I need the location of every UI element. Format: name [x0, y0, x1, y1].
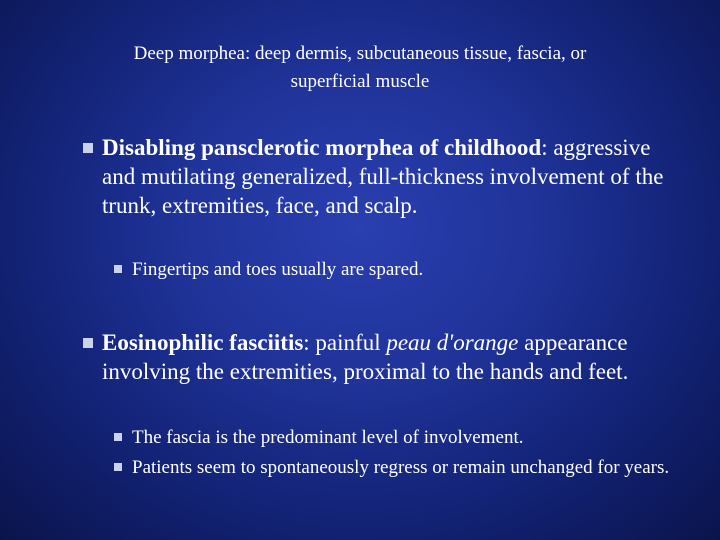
title-line-2: superficial muscle [290, 71, 430, 92]
bullet-row [80, 328, 680, 386]
square-bullet-icon [114, 433, 122, 441]
bullet-term: Eosinophilic fasciitis [102, 330, 304, 355]
bullet-row [80, 133, 680, 220]
slide-title [40, 40, 680, 96]
bullet-separator: : painful [303, 330, 387, 355]
sub-bullet-text: The fascia is the predominant level of involvement. [132, 427, 524, 448]
square-bullet-icon [114, 463, 122, 471]
sub-bullet-row [112, 256, 692, 283]
bullet-separator: : [541, 135, 548, 160]
sub-bullet-text: Patients seem to spontaneously regress or remain unchanged for years. [132, 457, 670, 478]
bullet-term: Disabling pansclerotic morphea of childhood [102, 135, 542, 160]
sub-bullet-text: Fingertips and toes usually are spared. [132, 259, 424, 280]
sub-bullet-row [112, 424, 692, 451]
bullet-italic-term: peau d'orange [386, 330, 519, 355]
sub-bullet-spontaneous-regression [112, 454, 692, 481]
square-bullet-icon [114, 265, 122, 273]
sub-bullet-fascia-level [112, 424, 692, 451]
square-bullet-icon [83, 338, 93, 348]
bullet-text: appearance involving the extremities, proximal to the hands and feet. [102, 330, 629, 384]
bullet-disabling-pansclerotic-morphea [80, 133, 680, 220]
bullet-eosinophilic-fasciitis [80, 328, 680, 386]
bullet-text: aggressive and mutilating generalized, full-thickness involvement of the trunk, extremities, face, and scalp. [102, 135, 664, 218]
square-bullet-icon [83, 143, 93, 153]
sub-bullet-row [112, 454, 692, 481]
sub-bullet-fingertips [112, 256, 692, 283]
title-line-1: Deep morphea: deep dermis, subcutaneous tissue, fascia, or [133, 43, 587, 64]
